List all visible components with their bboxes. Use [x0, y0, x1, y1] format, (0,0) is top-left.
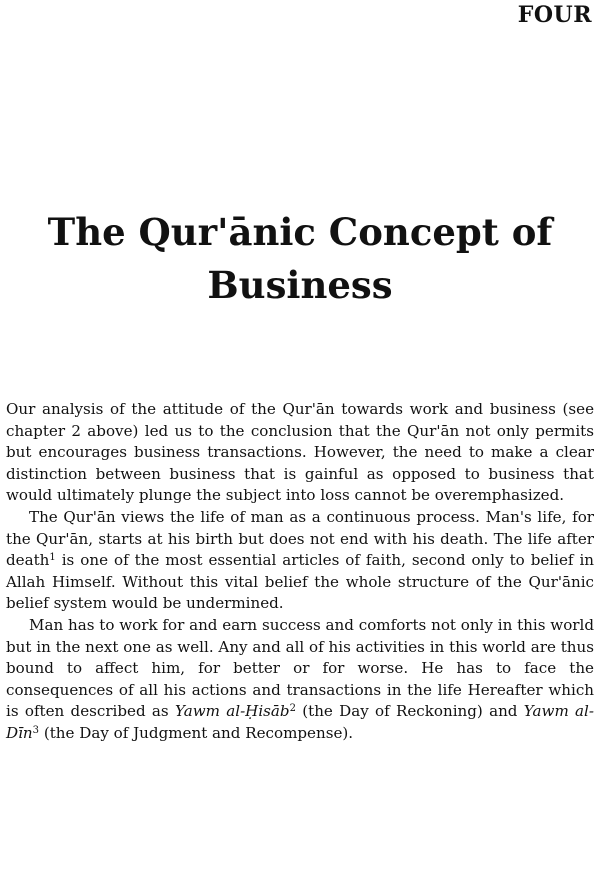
chapter-title-line-2: Business	[207, 263, 393, 307]
chapter-number: FOUR	[517, 2, 592, 28]
paragraph-3-text-c: (the Day of Judgment and Recompense).	[39, 723, 354, 742]
term-yawm-al-din: Yawm al-Dīn	[6, 702, 594, 742]
footnote-ref-1: 1	[49, 552, 56, 564]
paragraph-3	[6, 615, 594, 745]
paragraph-1: Our analysis of the attitude of the Qur'ān towards work and business (see chapter 2 above) led us to the conclusion that the Qur'ān not only permits but encourages business transactions. However, the need to make a clear distinction between business that is gainful as opposed to business that would ultimately plunge the subject into loss cannot be overemphasized.	[6, 400, 594, 505]
paragraph-2-text-b: is one of the most essential articles of faith, second only to belief in Allah Himself. Without this vital belief the whole structure of the Qur'ānic belief system would be undermined.	[6, 551, 594, 613]
footnote-ref-2: 2	[289, 703, 296, 715]
chapter-title	[0, 206, 600, 312]
paragraph-3-text-a: Man has to work for and earn success and comforts not only in this world but in the next one as well. Any and all of his activities in this world are thus bound to affect him, for better or for worse. He has to face the consequences of all his actions and transactions in the life Hereafter which is often described as	[6, 615, 594, 721]
body-text	[6, 399, 594, 745]
term-yawm-al-hisab: Yawm al-Ḥisāb	[174, 702, 290, 721]
chapter-title-line-1: The Qur'ānic Concept of	[47, 210, 553, 254]
paragraph-3-text-b: (the Day of Reckoning) and	[295, 702, 524, 721]
footnote-ref-3: 3	[32, 724, 40, 736]
paragraph-2	[6, 507, 594, 615]
paragraph-2-text-a: The Qur'ān views the life of man as a continuous process. Man's life, for the Qur'ān, starts at his birth but does not end with his death. The life after death	[6, 507, 594, 570]
